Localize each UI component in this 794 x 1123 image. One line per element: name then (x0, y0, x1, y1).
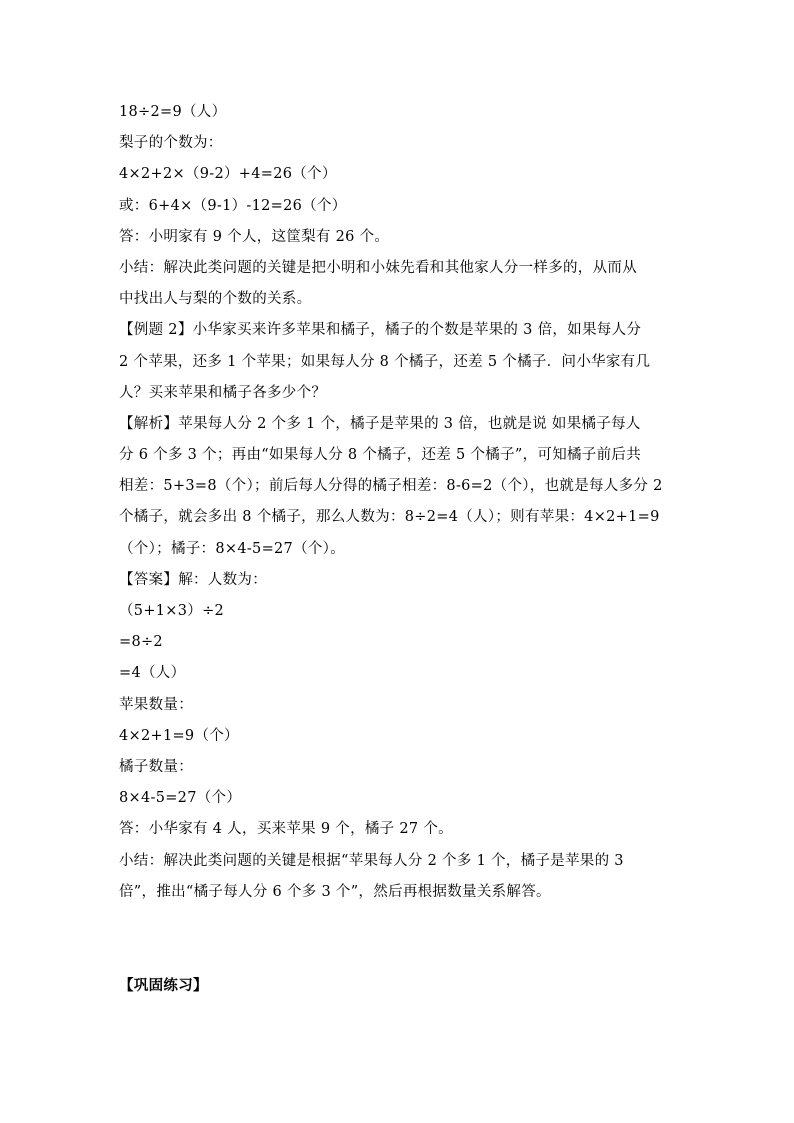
text-line: 4×2+2×（9-2）+4=26（个） (119, 166, 337, 183)
text-line: 2 个苹果，还多 1 个苹果；如果每人分 8 个橘子，还差 5 个橘子．问小华家有几 (119, 353, 651, 370)
text-line: 答：小明家有 9 个人，这筐梨有 26 个。 (119, 228, 390, 245)
text-line: =8÷2 (119, 634, 163, 651)
text-line: （5+1×3）÷2 (119, 603, 225, 619)
text-line: 橘子数量： (119, 758, 193, 775)
text-line: 梨子的个数为： (119, 135, 223, 152)
text-line: 小结：解决此类问题的关键是根据“苹果每人分 2 个多 1 个，橘子是苹果的 3 (119, 852, 624, 869)
document-page (119, 97, 679, 1001)
text-line: 答：小华家有 4 人，买来苹果 9 个，橘子 27 个。 (119, 821, 453, 838)
text-line: 【答案】解：人数为： (119, 571, 267, 588)
text-line: 或：6+4×（9-1）-12=26（个） (119, 197, 347, 214)
text-line: 18÷2=9（人） (119, 104, 227, 120)
text-line: 8×4-5=27（个） (119, 790, 242, 807)
text-line: =4（人） (119, 665, 186, 682)
text-line: 苹果数量： (119, 696, 193, 713)
text-line: 小结：解决此类问题的关键是把小明和小妹先看和其他家人分一样多的，从而从 (119, 259, 637, 276)
text-line: 相差：5+3=8（个）；前后每人分得的橘子相差：8-6=2（个），也就是每人多分 2 (119, 478, 663, 495)
text-line: 个橘子，就会多出 8 个橘子，那么人数为：8÷2=4（人）；则有苹果：4×2+1=9 (119, 509, 660, 526)
text-line: 人？买来苹果和橘子各多少个？ (119, 384, 327, 401)
text-line: 中找出人与梨的个数的关系。 (119, 291, 312, 308)
text-line: （个）；橘子：8×4-5=27（个）。 (119, 540, 346, 557)
text-line: 分 6 个多 3 个；再由“如果每人分 8 个橘子，还差 5 个橘子”，可知橘子前后共 (119, 447, 641, 464)
text-line: 【解析】苹果每人分 2 个多 1 个，橘子是苹果的 3 倍，也就是说 如果橘子每人 (119, 415, 641, 432)
text-line: 4×2+1=9（个） (119, 727, 239, 744)
text-line: 【例题 2】小华家买来许多苹果和橘子，橘子的个数是苹果的 3 倍，如果每人分 (119, 322, 642, 339)
spacer (119, 908, 679, 970)
text-line: 倍”，推出“橘子每人分 6 个多 3 个”，然后再根据数量关系解答。 (119, 883, 551, 900)
section-heading: 【巩固练习】 (119, 976, 208, 994)
